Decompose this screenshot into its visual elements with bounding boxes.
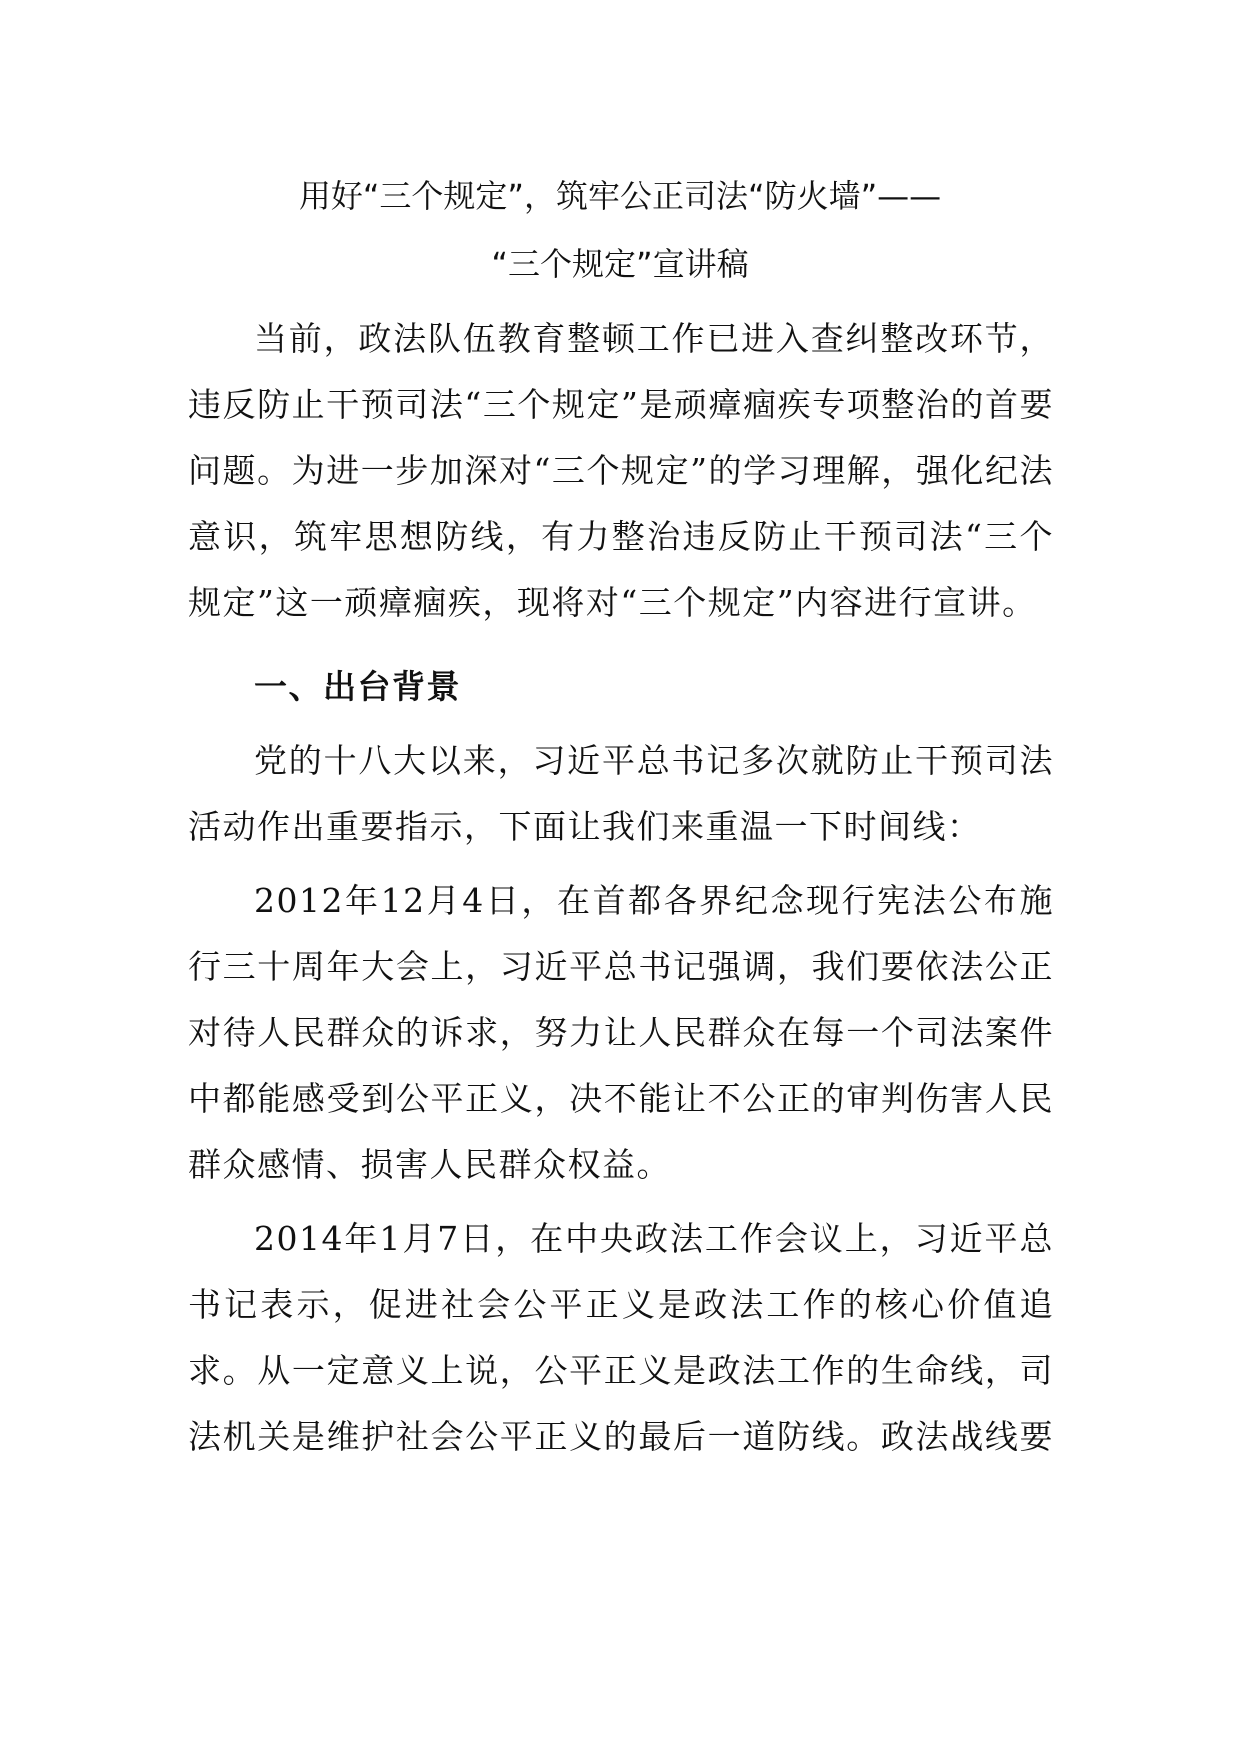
paragraph-background-intro: 党的十八大以来，习近平总书记多次就防止干预司法活动作出重要指示，下面让我们来重温一下时间线： — [188, 741, 1054, 846]
section-heading: 一、出台背景 — [254, 667, 461, 706]
section-1 — [188, 654, 1054, 720]
intro-section — [188, 306, 1054, 636]
paragraph-2012: 2012年12月4日，在首都各界纪念现行宪法公布施行三十周年大会上，习近平总书记强调，我们要依法公正对待人民群众的诉求，努力让人民群众在每一个司法案件中都能感受到公平正义，决不能让不公正的审判伤害人民群众感情、损害人民群众权益。 — [188, 881, 1054, 1184]
paragraph-2014: 2014年1月7日，在中央政法工作会议上，习近平总书记表示，促进社会公平正义是政法工作的核心价值追求。从一定意义上说，公平正义是政法工作的生命线，司法机关是维护社会公平正义的最后一道防线。政法战线要 — [188, 1219, 1054, 1456]
section-1-body — [188, 728, 1054, 1470]
intro-paragraph: 当前，政法队伍教育整顿工作已进入查纠整改环节，违反防止干预司法“三个规定”是顽瘴痼疾专项整治的首要问题。为进一步加深对“三个规定”的学习理解，强化纪法意识，筑牢思想防线，有力整治违反防止干预司法“三个规定”这一顽瘴痼疾，现将对“三个规定”内容进行宣讲。 — [188, 319, 1054, 622]
document-title-line-1: 用好“三个规定”，筑牢公正司法“防火墙”—— — [298, 177, 942, 215]
document-title-line-2: “三个规定”宣讲稿 — [491, 245, 749, 283]
